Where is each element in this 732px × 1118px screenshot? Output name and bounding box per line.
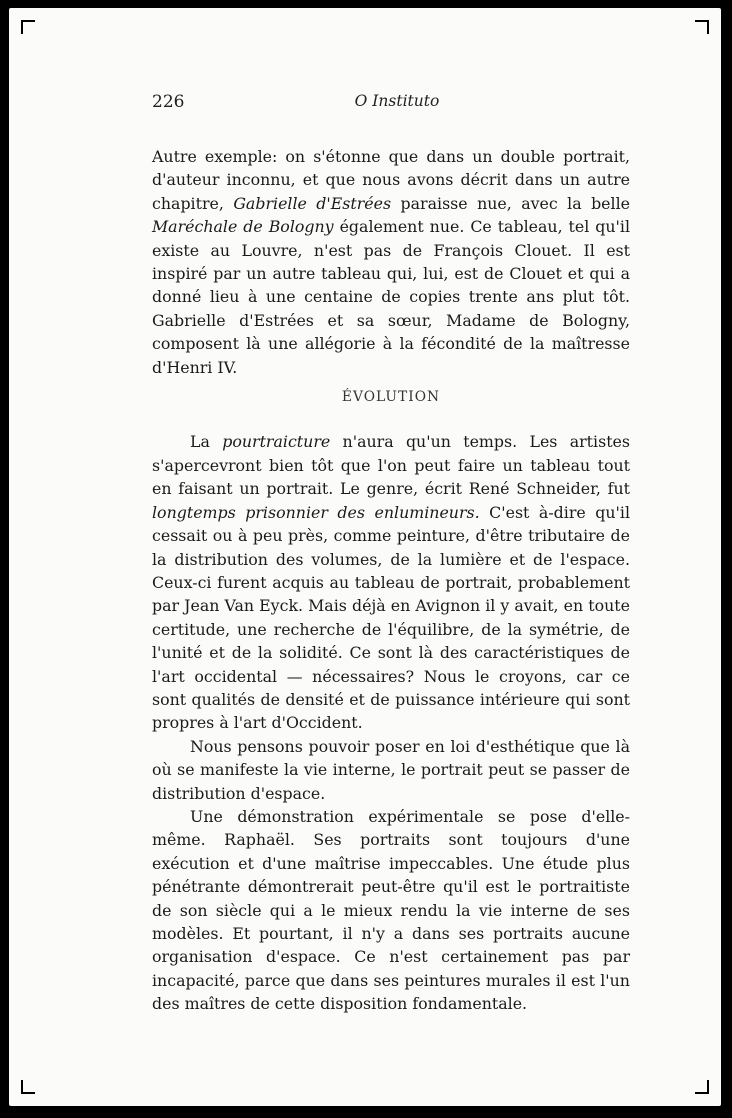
text-run: paraisse nue, avec la belle [391, 193, 630, 213]
scan-corner-mark [21, 20, 35, 34]
section-title: ÉVOLUTION [341, 389, 441, 406]
page-header [152, 92, 642, 116]
text-run: également nue. Ce tableau, tel qu'il existe au Louvre, n'est pas de François Clouet. Il est inspiré par un autre tableau qui, lui, est de Clouet et qui a donné lieu à une centaine de copies trente ans plut tôt. Gabrielle d'Estrées et sa sœur, Madame de Bologny, composent là une allégorie à la fécondité de la maîtresse d'Henri IV. [152, 217, 630, 377]
italic-text: longtemps prisonnier des enlumineurs. [152, 502, 480, 522]
page-number: 226 [152, 92, 185, 112]
text-run: Autre exemple: on s'étonne que dans un double portrait, d'auteur inconnu, et que nous avons décrit dans un autre chapitre, [152, 147, 630, 213]
italic-text: Gabrielle d'Estrées [233, 193, 392, 213]
text-run: Une démonstration expérimentale se pose d'elle-même. Raphaël. Ses portraits sont toujours d'une exécution et d'une maîtrise impeccables. Une étude plus pénétrante démontrerait peut-être qu'il est le portraitiste de son siècle qui a le mieux rendu la vie interne de ses modèles. Et pourtant, il n'y a dans ses portraits aucune organisation d'espace. Ce n'est certainement pas par incapacité, parce que dans ses peintures murales il est l'un des maîtres de cette disposition fondamentale. [152, 806, 630, 1014]
scan-corner-mark [695, 1080, 709, 1094]
italic-text: Maréchale de Bologny [152, 217, 334, 237]
book-page [9, 8, 721, 1106]
paragraph [152, 145, 630, 379]
body-text [152, 145, 630, 1016]
paragraph [152, 805, 630, 1016]
paragraph [152, 430, 630, 734]
text-run: n'aura qu'un temps. Les artistes s'apercevront bien tôt que l'on peut faire un tableau tout en faisant un portrait. Le genre, écrit René Schneider, fut [152, 432, 630, 499]
italic-text: pourtraicture [222, 432, 331, 452]
paragraph [152, 735, 630, 805]
text-run: Nous pensons pouvoir poser en loi d'esthétique que là où se manifeste la vie interne, le portrait peut se passer de distribution d'espace. [152, 736, 630, 803]
text-run: La [190, 432, 223, 452]
scan-corner-mark [21, 1080, 35, 1094]
text-run: C'est à-dire qu'il cessait ou à peu près, comme peinture, d'être tributaire de la distribution des volumes, de la lumière et de l'espace. Ceux-ci furent acquis au tableau de portrait, probablement par Jean Van Eyck. Mais déjà en Avignon il y avait, en toute certitude, une recherche de l'équilibre, de la symétrie, de l'unité et de la solidité. Ce sont là des caractéristiques de l'art occidental — nécessaires? Nous le croyons, car ce sont qualités de densité et de puissance intérieure qui sont propres à l'art d'Occident. [152, 502, 630, 733]
scan-corner-mark [695, 20, 709, 34]
running-head: O Instituto [354, 92, 440, 110]
